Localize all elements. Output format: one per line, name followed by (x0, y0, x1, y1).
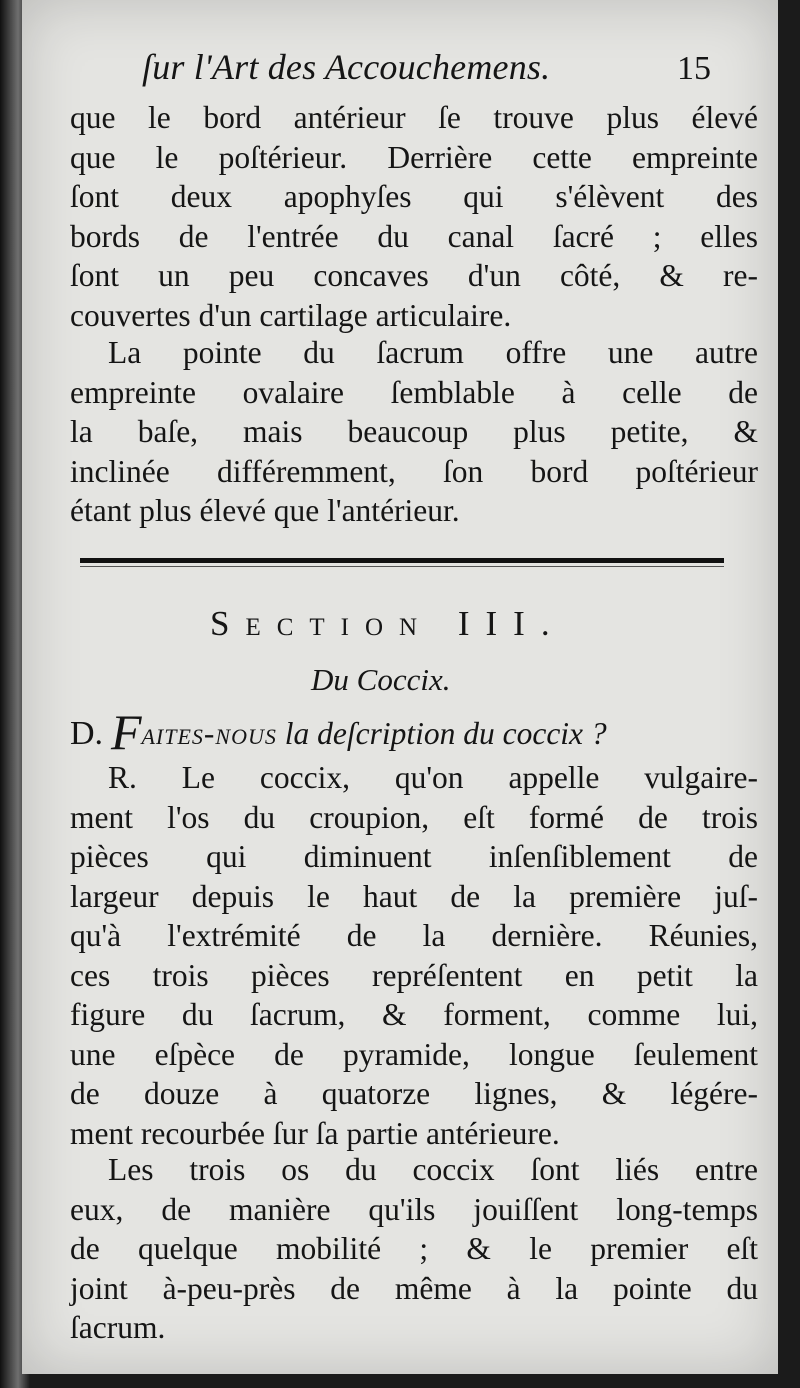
text-line: ſacrum. (70, 1310, 166, 1345)
section-subtitle: Du Coccix. (311, 662, 451, 697)
text-line: la baſe, mais beaucoup plus petite, & (70, 414, 758, 449)
text-line: figure du ſacrum, & forment, comme lui, (70, 997, 758, 1032)
text-line: étant plus élevé que l'antérieur. (70, 493, 460, 528)
text-line: La pointe du ſacrum offre une autre (108, 335, 758, 370)
text-line: une eſpèce de pyramide, longue ſeulement (70, 1036, 758, 1072)
paragraph-coccix-bones (70, 1150, 758, 1348)
text-line: pièces qui diminuent inſenſiblement de (70, 839, 758, 874)
question-marker: D. (70, 715, 104, 752)
text-line: R. Le coccix, qu'on appelle vulgaire- (108, 760, 758, 795)
text-line: largeur depuis le haut de la première juſ- (70, 878, 758, 914)
text-line: empreinte ovalaire ſemblable à celle de (70, 374, 758, 410)
text-line: ment recourbée ſur ſa partie antérieure. (70, 1115, 560, 1151)
section-divider (80, 558, 724, 563)
dropcap-letter: F (110, 704, 142, 760)
text-line: Les trois os du coccix ſont liés entre (108, 1152, 758, 1187)
question-caps: aites-nous (141, 716, 277, 751)
text-line: ces trois pièces repréſentent en petit la (70, 957, 758, 993)
paragraph-continuation (70, 98, 758, 335)
paragraph-coccix-answer (70, 758, 758, 1153)
text-line: ment l'os du croupion, eſt formé de trois (70, 799, 758, 835)
text-line: bords de l'entrée du canal ſacré ; elles (70, 218, 758, 254)
paragraph-sacrum-point (70, 333, 758, 531)
text-line: de douze à quatorze lignes, & légére- (70, 1076, 758, 1111)
text-line: qu'à l'extrémité de la dernière. Réunies, (70, 918, 758, 953)
question-text: la deſcription du coccix ? (276, 716, 607, 751)
book-page (22, 0, 778, 1374)
text-line: joint à-peu-près de même à la pointe du (70, 1270, 758, 1306)
text-line: ſont un peu concaves d'un côté, & re- (70, 258, 758, 293)
text-line: ſont deux apophyſes qui s'élèvent des (70, 179, 758, 214)
running-head: ſur l'Art des Accouchemens. (142, 47, 551, 87)
question-line (70, 704, 766, 760)
text-line: couvertes d'un cartilage articulaire. (70, 297, 512, 333)
section-title: Section III. (210, 604, 566, 643)
page-number: 15 (677, 50, 711, 87)
text-line: que le bord antérieur ſe trouve plus élevé (70, 100, 758, 135)
text-line: de quelque mobilité ; & le premier eſt (70, 1231, 758, 1266)
text-line: eux, de manière qu'ils jouiſſent long-temps (70, 1191, 758, 1227)
text-line: inclinée différemment, ſon bord poſtérieur (70, 453, 758, 489)
text-line: que le poſtérieur. Derrière cette empreinte (70, 139, 758, 175)
